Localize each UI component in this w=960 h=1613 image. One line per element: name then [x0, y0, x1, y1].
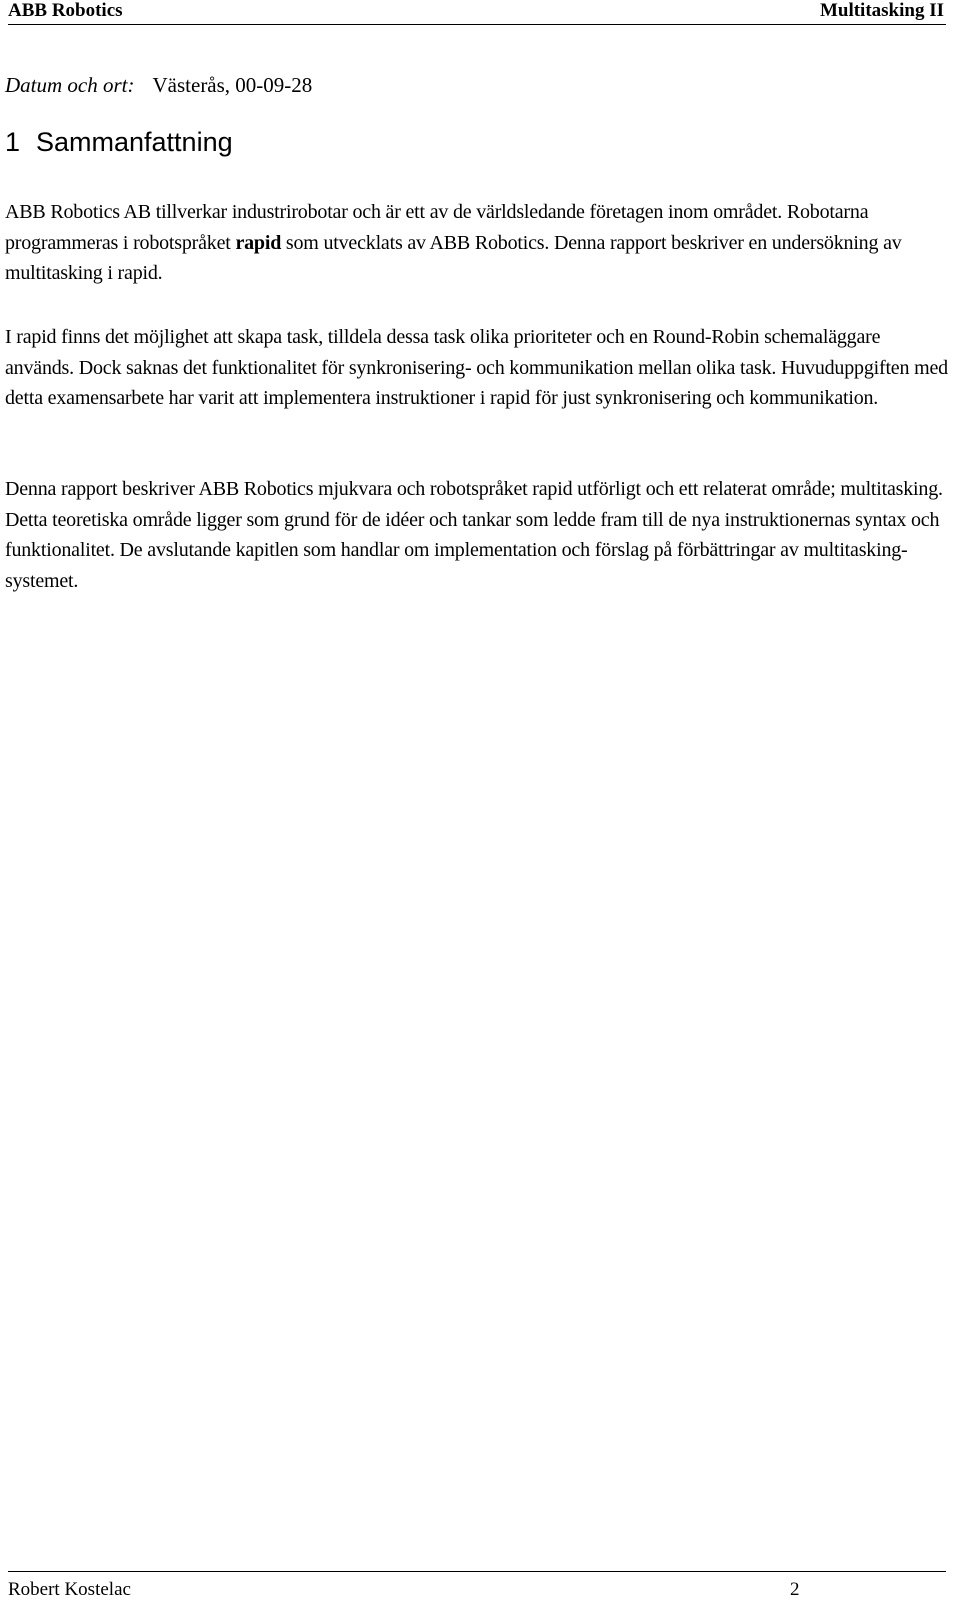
paragraph-report — [5, 474, 950, 596]
date-label: Datum och ort: — [5, 73, 135, 97]
section-heading — [5, 125, 233, 159]
date-and-place — [5, 71, 312, 99]
paragraph-task — [5, 322, 950, 414]
section-number: 1 — [5, 127, 21, 157]
page-footer — [8, 1571, 946, 1612]
rapid-keyword: rapid — [235, 231, 282, 254]
section-title: Sammanfattning — [36, 127, 233, 157]
page-number: 2 — [790, 1579, 800, 1600]
date-value: Västerås, 00-09-28 — [152, 73, 313, 97]
header-document-title: Multitasking II — [819, 0, 944, 21]
footer-author: Robert Kostelac — [8, 1579, 131, 1600]
header-company: ABB Robotics — [8, 0, 123, 21]
page-header — [8, 0, 946, 25]
paragraph-report-text: Denna rapport beskriver ABB Robotics mjukvara och robotspråket rapid utförligt och ett relaterat område; multitasking. Detta teoretiska område ligger som grund för de idéer och tankar som ledde fram till de nya instruktionernas syntax och funktionalitet. De avslutande kapitlen som handlar om implementation och förslag på förbättringar av multitasking-systemet. — [5, 478, 943, 592]
paragraph-intro-text-a: ABB Robotics AB tillverkar industrirobotar och är ett av de världsledande företagen inom området. Robotarna programmeras i robotspråket — [5, 201, 869, 254]
paragraph-intro — [5, 197, 950, 289]
paragraph-task-text: I rapid finns det möjlighet att skapa task, tilldela dessa task olika prioriteter och en Round-Robin schemaläggare används. Dock saknas det funktionalitet för synkronisering- och kommunikation mellan olika task. Huvuduppgiften med detta examensarbete har varit att implementera instruktioner i rapid för just synkronisering och kommunikation. — [5, 326, 948, 409]
paragraph-intro-text-b: som utvecklats av ABB Robotics. Denna rapport beskriver en undersökning av multitasking i rapid. — [5, 231, 902, 284]
